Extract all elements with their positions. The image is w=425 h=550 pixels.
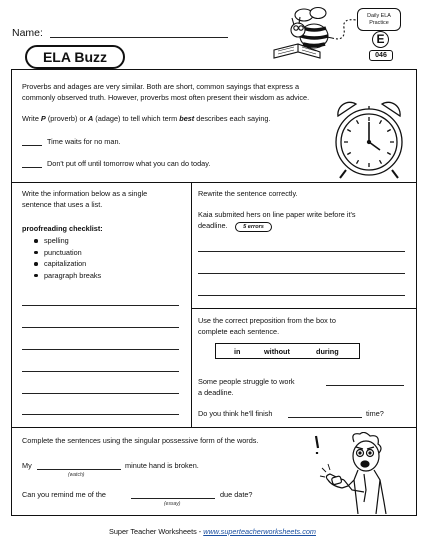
footer	[0, 527, 425, 537]
footer-text: Super Teacher Worksheets -	[109, 527, 204, 536]
list-instr-line2: sentence that uses a list.	[22, 200, 103, 209]
bee-icon	[268, 6, 364, 66]
list-instr-line1: Write the information below as a single	[22, 189, 148, 198]
preposition-instr-line2: complete each sentence.	[198, 327, 280, 336]
proverbs-intro-line2: commonly observed truth. However, proverbs most often present their wisdom as advice.	[22, 93, 310, 102]
checklist-item: spelling	[30, 236, 101, 248]
preposition-sentence2-a: Do you think he'll finish	[198, 409, 273, 418]
checklist-item: capitalization	[30, 259, 101, 271]
writing-line[interactable]	[22, 327, 179, 328]
divider-middle	[191, 182, 192, 427]
instr-part: describes each saying.	[194, 114, 271, 123]
checklist-title: proofreading checklist:	[22, 224, 103, 233]
alarm-clock-icon	[330, 98, 408, 182]
worried-man-icon	[308, 432, 408, 514]
writing-line[interactable]	[22, 349, 179, 350]
proverbs-instructions	[22, 114, 271, 124]
name-line[interactable]	[50, 37, 228, 38]
possessive-sentence2-a: Can you remind me of the	[22, 490, 106, 499]
writing-line[interactable]	[22, 305, 179, 306]
answer-blank-2[interactable]	[22, 167, 42, 168]
answer-blank[interactable]	[326, 385, 404, 386]
preposition-sentence1-a: Some people struggle to work	[198, 377, 295, 386]
divider-top	[11, 182, 417, 183]
checklist-item: punctuation	[30, 248, 101, 260]
instr-p: P	[40, 114, 46, 123]
badge-line2: Practice	[369, 19, 389, 26]
instr-a: A	[87, 114, 94, 123]
possessive-instructions: Complete the sentences using the singular possessive form of the words.	[22, 436, 259, 445]
word-box-item: without	[264, 347, 290, 356]
badge-line1: Daily ELA	[367, 13, 391, 19]
preposition-sentence1-b: a deadline.	[198, 388, 234, 397]
checklist-item: paragraph breaks	[30, 271, 101, 283]
saying-1: Time waits for no man.	[47, 137, 121, 146]
name-label: Name:	[12, 27, 43, 39]
writing-line[interactable]	[198, 273, 405, 274]
possessive-sentence1-b: minute hand is broken.	[125, 461, 199, 470]
writing-line[interactable]	[22, 414, 179, 415]
possessive-sentence2-b: due date?	[220, 490, 253, 499]
writing-line[interactable]	[198, 295, 405, 296]
word-hint: (essay)	[164, 501, 181, 507]
preposition-sentence2-b: time?	[366, 409, 384, 418]
writing-line[interactable]	[22, 393, 179, 394]
writing-line[interactable]	[198, 251, 405, 252]
word-box-item: during	[316, 347, 339, 356]
rewrite-sentence-line1: Kaia submited hers on line paper write before it's	[198, 210, 356, 219]
possessive-sentence1-a: My	[22, 461, 32, 470]
daily-practice-badge	[357, 8, 401, 31]
preposition-instr-line1: Use the correct preposition from the box to	[198, 316, 336, 325]
proverbs-intro-line1: Proverbs and adages are very similar. Both are short, common sayings that express a	[22, 82, 300, 91]
instr-best: best	[179, 114, 195, 123]
word-box-item: in	[234, 347, 241, 356]
answer-blank[interactable]	[37, 469, 121, 470]
footer-link[interactable]: www.superteacherworksheets.com	[203, 527, 316, 536]
instr-part: Write	[22, 114, 41, 123]
saying-2: Don't put off until tomorrow what you can do today.	[47, 159, 211, 168]
worksheet-code: 046	[369, 50, 393, 61]
rewrite-instructions: Rewrite the sentence correctly.	[198, 189, 298, 198]
level-letter: E	[372, 31, 389, 48]
divider-right	[191, 308, 417, 309]
rewrite-sentence-line2: deadline.	[198, 221, 228, 230]
instr-part: (adage) to tell which term	[93, 114, 180, 123]
divider-bottom	[11, 427, 417, 428]
errors-badge: 5 errors	[235, 222, 272, 232]
answer-blank[interactable]	[288, 417, 362, 418]
worksheet-title: ELA Buzz	[25, 45, 125, 69]
instr-part: (proverb) or	[45, 114, 88, 123]
answer-blank-1[interactable]	[22, 145, 42, 146]
answer-blank[interactable]	[131, 498, 215, 499]
proofreading-checklist	[30, 236, 101, 282]
writing-line[interactable]	[22, 371, 179, 372]
word-hint: (watch)	[68, 472, 85, 478]
